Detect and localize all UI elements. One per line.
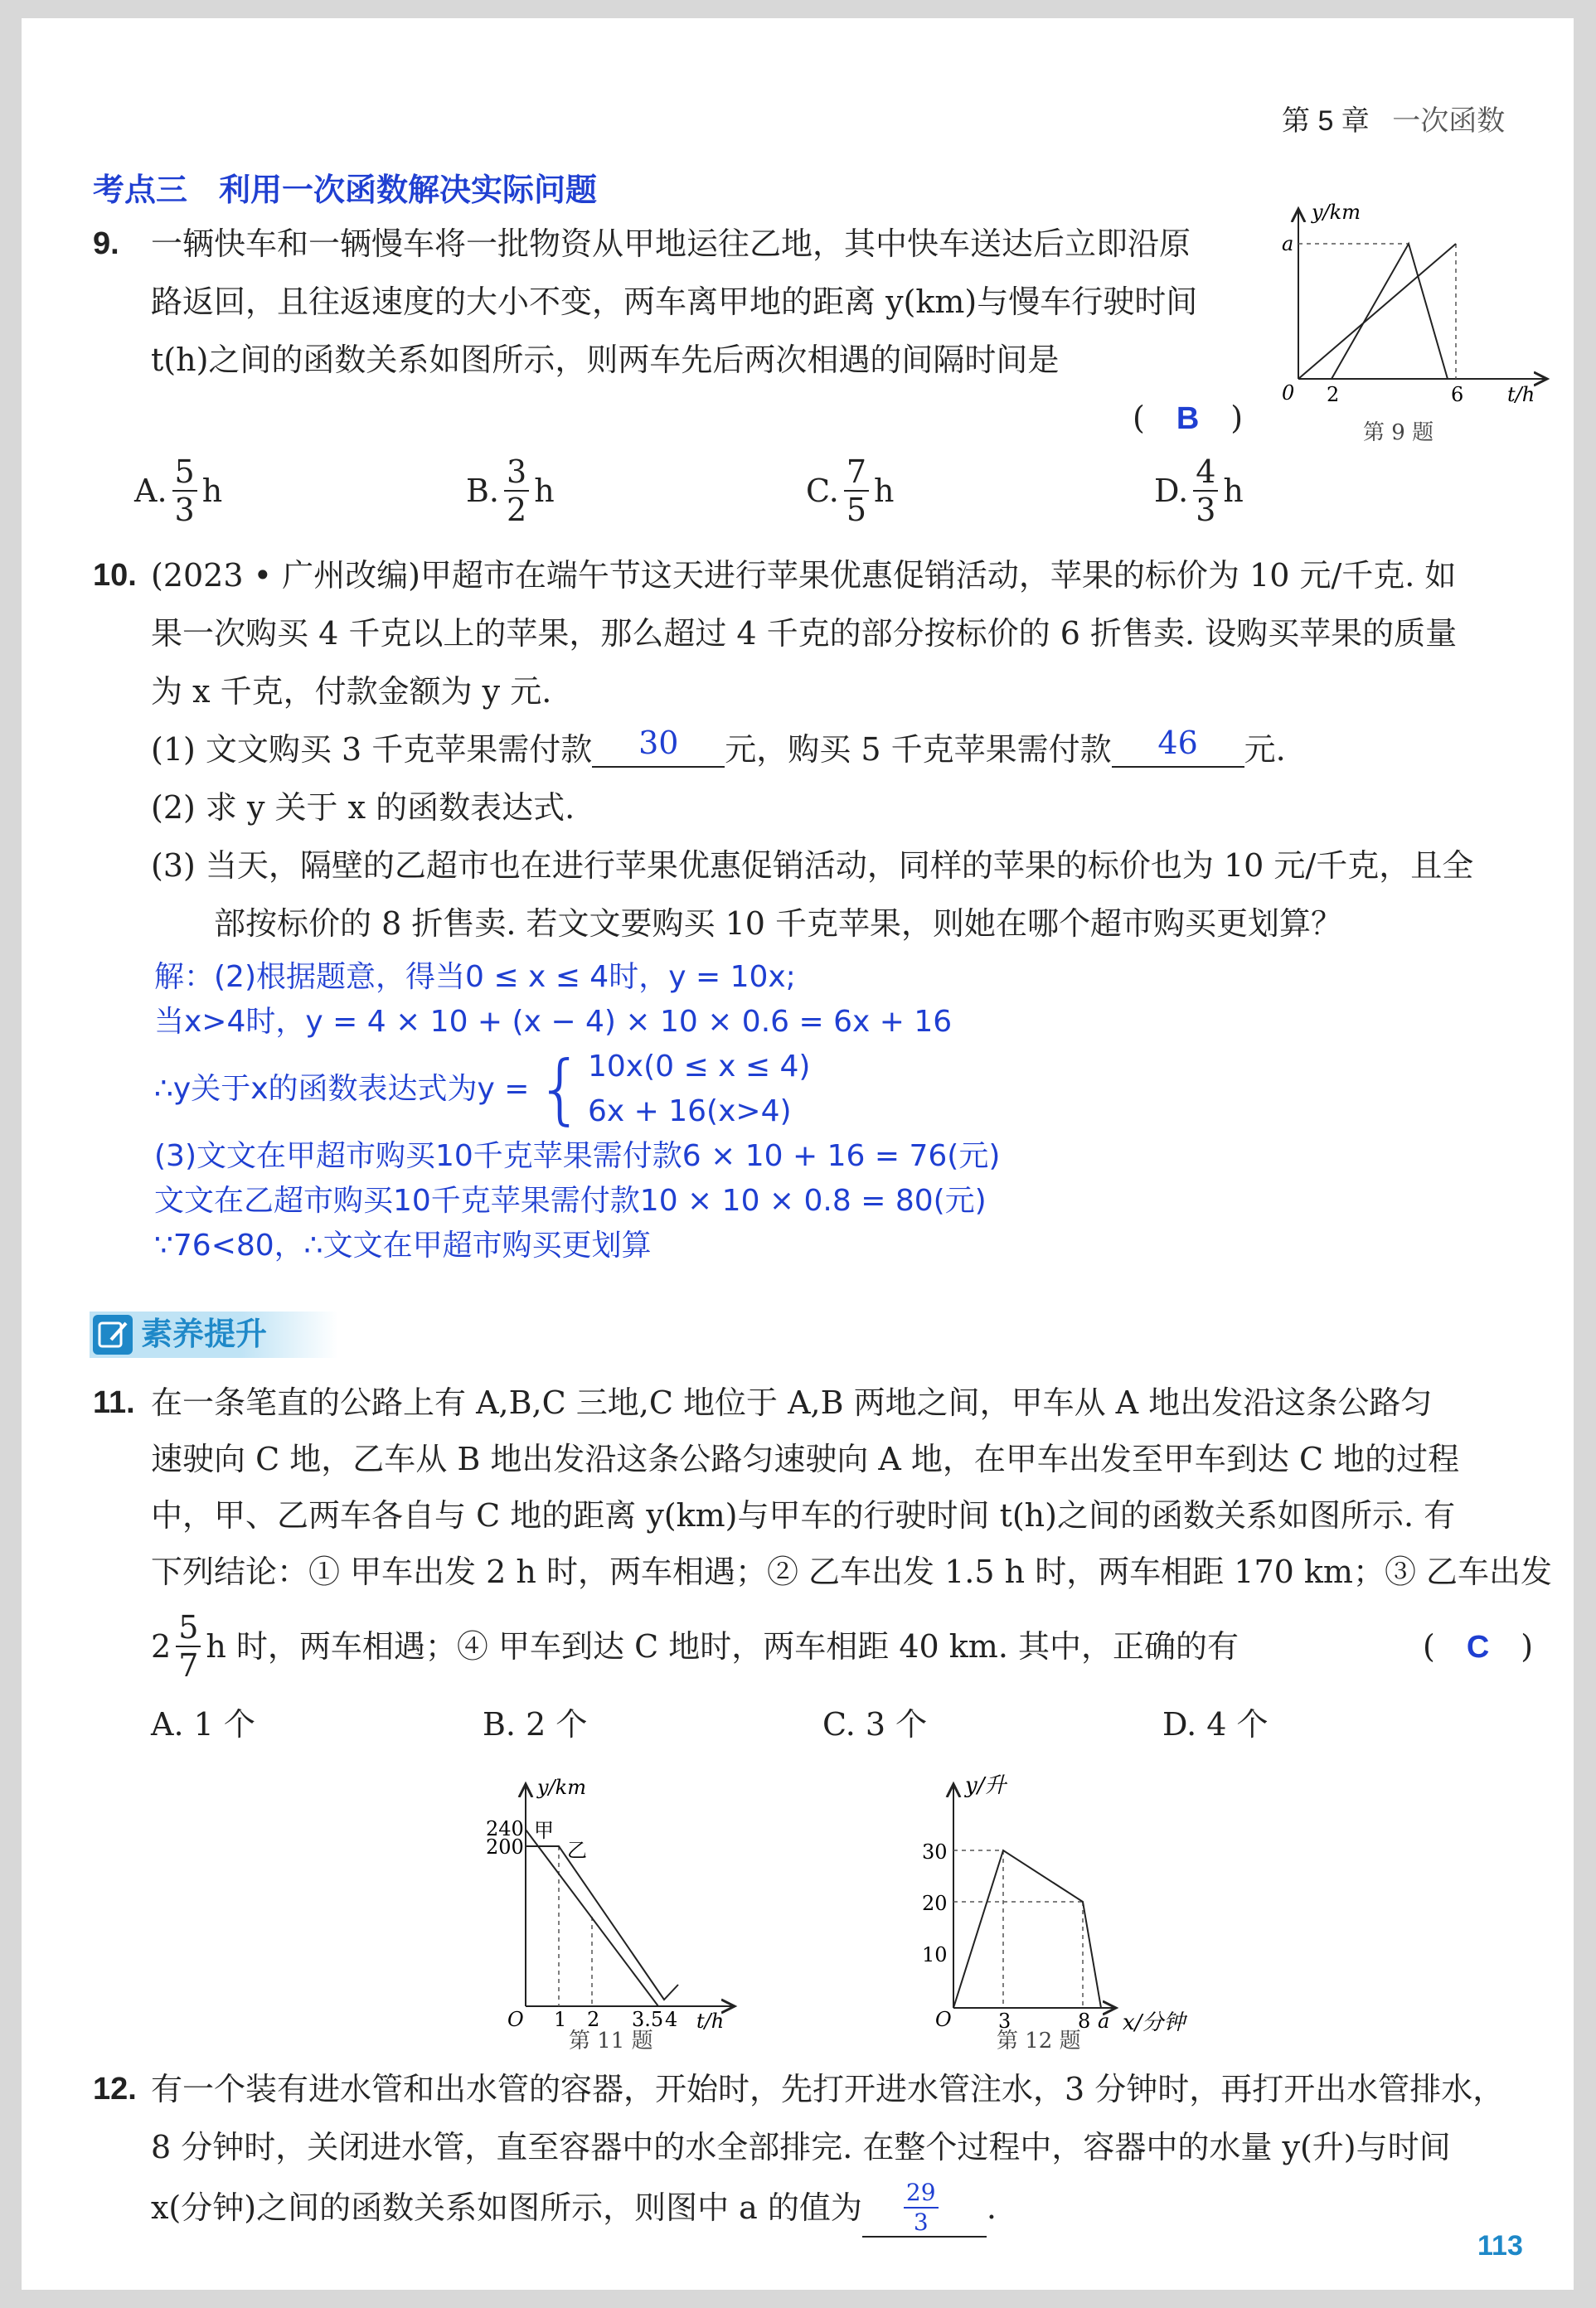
q10-line1: (2023 • 广州改编)甲超市在端午节这天进行苹果优惠促销活动，苹果的标价为 10 元/千克. 如	[151, 557, 1457, 594]
q9-line1: 一辆快车和一辆慢车将一批物资从甲地运往乙地，其中快车送达后立即沿原	[151, 225, 1191, 262]
q9-option-a	[134, 453, 466, 528]
solution-line-4: (3)文文在甲超市购买10千克苹果需付款6 × 10 + 16 = 76(元)	[154, 1139, 1001, 1173]
option-label: C.	[806, 473, 839, 509]
q12-answer	[862, 2178, 987, 2238]
chapter-number: 第 5 章	[1282, 105, 1370, 137]
q10-part3-line1: (3) 当天，隔壁的乙超市也在进行苹果优惠促销活动，同样的苹果的标价也为 10 元/千克，且全	[151, 847, 1474, 884]
y-label: y/km	[537, 1776, 586, 1799]
q11-line3: 中，甲、乙两车各自与 C 地的距离 y(km)与甲车的行驶时间 t(h)之间的函数关系如图所示. 有	[151, 1497, 1456, 1534]
frac-den: 3	[1196, 492, 1216, 528]
frac-num: 4	[1193, 456, 1218, 492]
q12-line2: 8 分钟时，关闭进水管，直至容器中的水全部排完. 在整个过程中，容器中的水量 y(升)与时间	[151, 2129, 1451, 2165]
water-line	[953, 1850, 1101, 2008]
tick-240: 240	[486, 1817, 524, 1840]
q9-graph	[1249, 192, 1555, 458]
q9-option-c	[806, 453, 1154, 528]
x-label: x/分钟	[1123, 2010, 1186, 2035]
q9-option-b	[466, 453, 806, 528]
answer-value: 30	[638, 725, 679, 761]
q12-line3	[151, 2179, 997, 2237]
tick-2: 2	[1327, 383, 1340, 406]
q9-answer-bracket: ( B )	[1133, 400, 1244, 436]
q12-graph	[917, 1767, 1232, 2049]
tick-200: 200	[486, 1835, 524, 1859]
q10-part2: (2) 求 y 关于 x 的函数表达式.	[151, 789, 575, 826]
q11-number: 11.	[93, 1385, 135, 1420]
tick-8: 8	[1078, 2010, 1091, 2033]
chapter-header	[1282, 104, 1505, 138]
frac-den: 5	[846, 492, 866, 528]
q11-line5-text: h 时，两车相遇；④ 甲车到达 C 地时，两车相距 40 km. 其中，正确的有	[206, 1628, 1239, 1665]
q11-answer: C	[1466, 1630, 1490, 1665]
tick-10: 10	[922, 1943, 948, 1966]
option-label: A.	[134, 473, 167, 509]
page-number: 113	[1477, 2230, 1523, 2262]
q11-option-b: B. 2 个	[483, 1706, 588, 1743]
q11-line1: 在一条笔直的公路上有 A,B,C 三地,C 地位于 A,B 两地之间，甲车从 A 地出发沿这条公路匀	[151, 1384, 1433, 1421]
q12-caption: 第 12 题	[997, 2029, 1081, 2049]
option-label: B.	[466, 473, 500, 509]
solution-piecewise	[154, 1045, 1000, 1134]
jia-line	[526, 1830, 658, 2006]
q9-option-d	[1154, 453, 1403, 528]
frac-num: 29	[904, 2181, 939, 2209]
unit: h	[534, 473, 555, 509]
frac-den: 3	[174, 492, 195, 528]
tick-a: a	[1098, 2010, 1110, 2033]
section-banner	[90, 1312, 338, 1358]
y-label: y/升	[965, 1773, 1007, 1798]
q9-answer: B	[1176, 401, 1200, 436]
frac-den: 2	[507, 492, 527, 528]
q10-line2: 果一次购买 4 千克以上的苹果，那么超过 4 千克的部分按标价的 6 折售卖. 设购买苹果的质量	[151, 615, 1458, 652]
frac-num: 3	[504, 456, 529, 492]
jia-label: 甲	[534, 1819, 554, 1842]
brace: {	[536, 1045, 585, 1133]
q10-part1-text-b: 元，购买 5 千克苹果需付款	[725, 731, 1112, 768]
q11-graph	[486, 1767, 751, 2049]
page	[22, 18, 1574, 2290]
answer-value: 46	[1157, 725, 1198, 761]
frac-num: 7	[844, 456, 869, 492]
q10-answer-2	[1112, 725, 1244, 768]
solution-line-3: ∴y关于x的函数表达式为y =	[154, 1072, 530, 1106]
q11-option-a: A. 1 个	[151, 1706, 255, 1743]
q9-caption: 第 9 题	[1363, 420, 1434, 445]
pencil-icon	[93, 1315, 133, 1355]
banner-title: 素养提升	[141, 1317, 268, 1352]
q11-line4: 下列结论：① 甲车出发 2 h 时，两车相遇；② 乙车出发 1.5 h 时，两车相距 170 km；③ 乙车出发	[151, 1554, 1553, 1590]
q10-line3: 为 x 千克，付款金额为 y 元.	[151, 673, 552, 710]
q10-part1-text-c: 元.	[1244, 731, 1286, 768]
yi-label: 乙	[567, 1839, 587, 1862]
a-label: a	[1282, 232, 1294, 255]
case-2: 6x + 16(x>4)	[587, 1094, 792, 1128]
q9-number: 9.	[93, 226, 119, 261]
q12-line3-text: x(分钟)之间的函数关系如图所示，则图中 a 的值为	[151, 2189, 862, 2226]
slow-car-line	[1298, 244, 1456, 379]
tick-4: 4	[665, 2008, 678, 2031]
q11-line5	[151, 1609, 1239, 1684]
answer-fraction	[904, 2181, 939, 2234]
tick-3-5: 3.5	[632, 2008, 664, 2031]
q10-part3-line2: 部按标价的 8 折售卖. 若文文要购买 10 千克苹果，则她在哪个超市购买更划算？	[214, 905, 1343, 942]
q12-number: 12.	[93, 2072, 137, 2107]
origin-label: 0	[1282, 381, 1295, 405]
q12-line1: 有一个装有进水管和出水管的容器，开始时，先打开进水管注水，3 分钟时，再打开出水管排水，	[151, 2071, 1505, 2107]
frac-den: 7	[178, 1647, 199, 1684]
tick-20: 20	[922, 1892, 948, 1915]
q10-answer-1	[592, 725, 725, 768]
x-label: t/h	[1507, 383, 1535, 406]
q10-solution	[154, 955, 1000, 1268]
tick-3: 3	[998, 2010, 1011, 2033]
q9-options	[134, 453, 1403, 528]
unit: h	[1223, 473, 1244, 509]
q10-part1	[151, 725, 1286, 768]
origin-label: O	[935, 2008, 952, 2031]
unit: h	[874, 473, 895, 509]
tick-2: 2	[587, 2008, 600, 2031]
case-1: 10x(0 ≤ x ≤ 4)	[587, 1050, 811, 1084]
q11-line2: 速驶向 C 地，乙车从 B 地出发沿这条公路匀速驶向 A 地，在甲车出发至甲车到达 C 地的过程	[151, 1441, 1460, 1477]
solution-line-2: 当x>4时，y = 4 × 10 + (x − 4) × 10 × 0.6 = 6x + 16	[154, 1005, 953, 1039]
mixed-whole: 2	[151, 1628, 172, 1665]
q11-option-d: D. 4 个	[1162, 1706, 1269, 1743]
frac-num: 5	[172, 456, 197, 492]
tick-6: 6	[1451, 383, 1464, 406]
q10-number: 10.	[93, 558, 137, 593]
frac-num: 5	[176, 1612, 201, 1647]
yi-line	[526, 1846, 678, 2000]
solution-line-1: 解：(2)根据题意，得当0 ≤ x ≤ 4时，y = 10x;	[154, 960, 796, 994]
option-label: D.	[1154, 473, 1189, 509]
q11-option-c: C. 3 个	[822, 1706, 928, 1743]
cases	[588, 1045, 810, 1134]
fast-car-line	[1332, 244, 1448, 379]
tick-1: 1	[554, 2008, 567, 2031]
origin-label: O	[507, 2008, 524, 2031]
unit: h	[201, 473, 223, 509]
q9-line2: 路返回，且往返速度的大小不变，两车离甲地的距离 y(km)与慢车行驶时间	[151, 284, 1198, 320]
q12-end: .	[986, 2189, 997, 2226]
frac-den: 3	[913, 2209, 929, 2236]
q11-options	[151, 1708, 1328, 1741]
q11-answer-bracket: ( C )	[1423, 1628, 1534, 1665]
chapter-title: 一次函数	[1392, 105, 1506, 137]
tick-30: 30	[922, 1840, 948, 1864]
q11-caption: 第 11 题	[569, 2029, 653, 2049]
section-title: 考点三 利用一次函数解决实际问题	[93, 173, 598, 208]
solution-line-6: ∵76<80，∴文文在甲超市购买更划算	[154, 1229, 652, 1263]
y-label: y/km	[1312, 201, 1361, 224]
x-label: t/h	[696, 2010, 725, 2033]
solution-line-5: 文文在乙超市购买10千克苹果需付款10 × 10 × 0.8 = 80(元)	[154, 1184, 987, 1218]
q10-part1-text-a: (1) 文文购买 3 千克苹果需付款	[151, 731, 593, 768]
q9-line3: t(h)之间的函数关系如图所示，则两车先后两次相遇的间隔时间是	[151, 342, 1060, 378]
